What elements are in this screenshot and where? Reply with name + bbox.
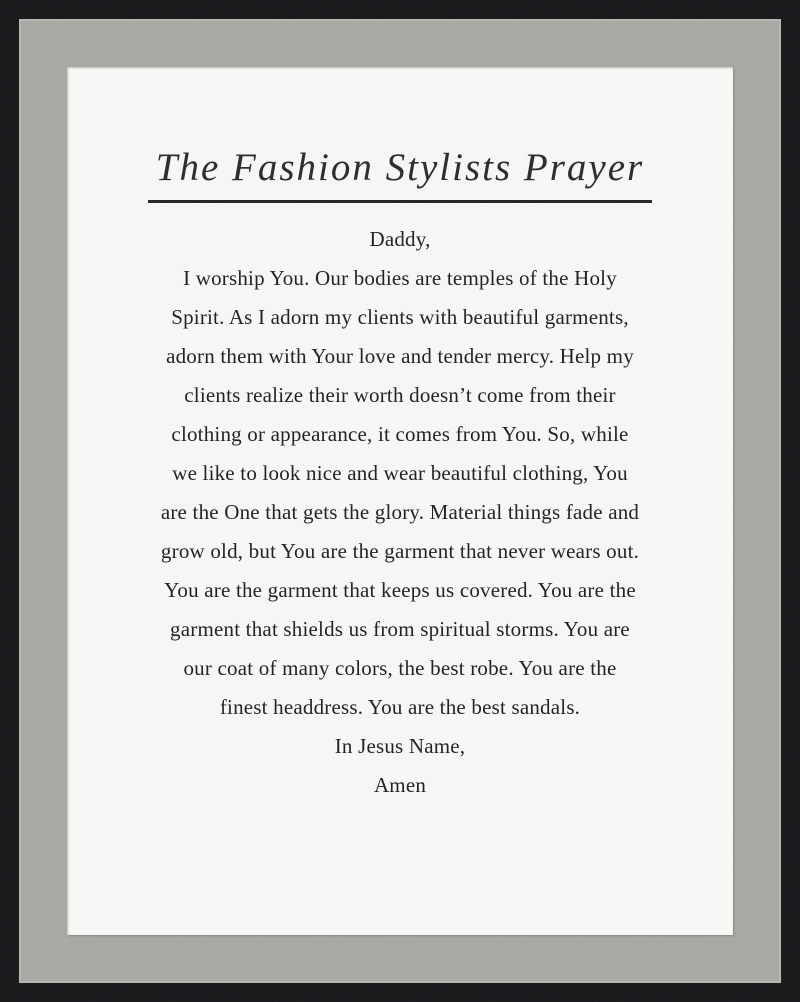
prayer-line: Amen <box>373 772 427 797</box>
prayer-line: grow old, but You are the garment that never wears out. <box>160 538 640 563</box>
prayer-line: You are the garment that keeps us covered. You are the <box>164 577 636 602</box>
prayer-line: Daddy, <box>369 226 431 251</box>
print-paper <box>72 72 728 930</box>
artwork-title: The Fashion Stylists Prayer <box>148 144 652 203</box>
frame-inner-lip <box>19 19 781 983</box>
prayer-line: we like to look nice and wear beautiful clothing, You <box>172 460 628 485</box>
prayer-line: are the One that gets the glory. Material things fade and <box>160 499 640 524</box>
mat-board <box>21 21 779 981</box>
prayer-line: finest headdress. You are the best sandals. <box>219 694 581 719</box>
prayer-body <box>72 220 728 805</box>
prayer-line: clothing or appearance, it comes from You. So, while <box>171 421 629 446</box>
prayer-line: In Jesus Name, <box>334 733 466 758</box>
title-block <box>72 144 728 203</box>
prayer-line: I worship You. Our bodies are temples of the Holy <box>183 265 617 290</box>
prayer-line: Spirit. As I adorn my clients with beautiful garments, <box>171 304 629 329</box>
prayer-line: garment that shields us from spiritual storms. You are <box>170 616 630 641</box>
prayer-line: our coat of many colors, the best robe. You are the <box>183 655 617 680</box>
mat-bevel <box>67 67 733 935</box>
prayer-line: clients realize their worth doesn’t come from their <box>184 382 616 407</box>
prayer-line: adorn them with Your love and tender mercy. Help my <box>166 343 634 368</box>
